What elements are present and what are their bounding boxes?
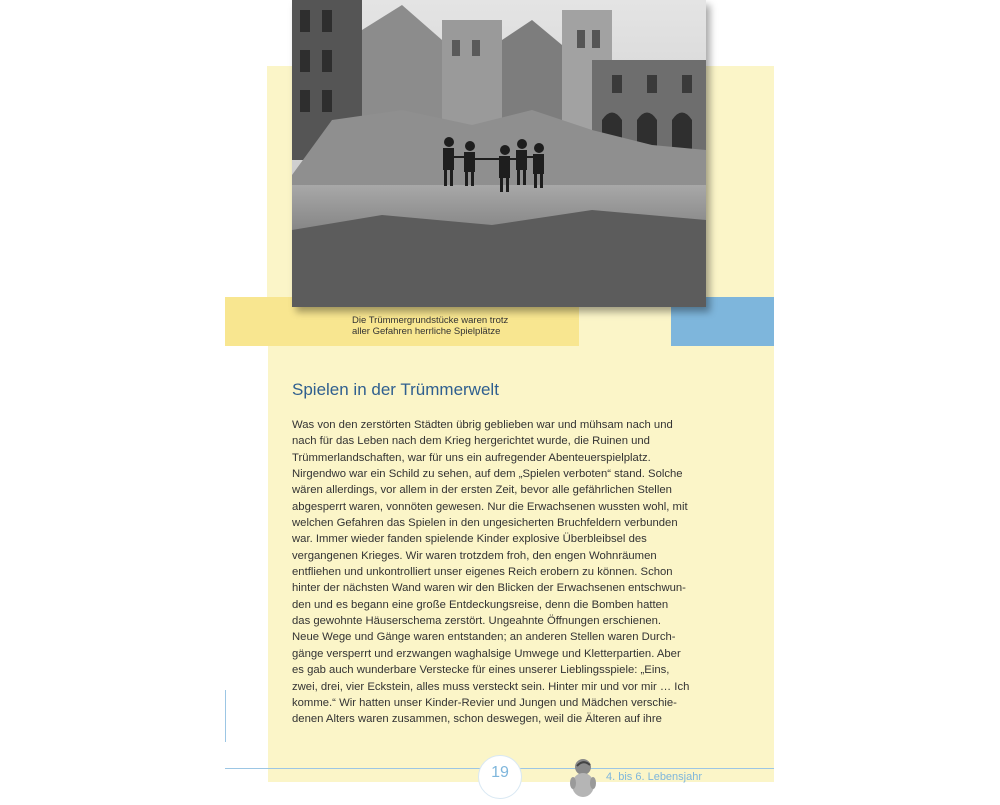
baby-icon [565, 756, 601, 800]
text-line: denen Alters waren zusammen, schon deswegen, weil die Älteren auf ihre [292, 713, 662, 726]
ruins-photo [292, 0, 706, 307]
article-body [292, 417, 732, 728]
text-line: war. Immer wieder fanden spielende Kinder explosive Überbleibsel des [292, 533, 647, 546]
text-line: Neue Wege und Gänge waren entstanden; an anderen Stellen waren Durch- [292, 631, 676, 644]
caption-line: Die Trümmergrundstücke waren trotz [352, 315, 509, 326]
text-line: wären allerdings, vor allem in der ersten Zeit, bevor alle gefährlichen Stellen [292, 484, 672, 497]
text-line: entfliehen und unkontrolliert unser eigenes Reich erobern zu können. Schon [292, 566, 673, 579]
page-number: 19 [491, 764, 509, 781]
text-line: Trümmerlandschaften, war für uns ein aufregender Abenteuerspielplatz. [292, 451, 651, 464]
footer-section-label: 4. bis 6. Lebensjahr [606, 771, 703, 783]
text-line: hinter der nächsten Wand waren wir den Blicken der Erwachsenen entschwun- [292, 582, 686, 595]
text-line: vergangenen Krieges. Wir waren trotzdem froh, den engen Wohnräumen [292, 549, 657, 562]
left-margin-strip [225, 346, 268, 782]
text-line: komme.“ Wir hatten unser Kinder-Revier und Jungen und Mädchen verschie- [292, 696, 677, 709]
section-heading: Spielen in der Trümmerwelt [292, 380, 499, 399]
text-line: Nirgendwo war ein Schild zu sehen, auf dem „Spielen verboten“ stand. Solche [292, 468, 683, 481]
text-line: abgesperrt waren, vonnöten gewesen. Nur die Erwachsenen wussten wohl, mit [292, 500, 688, 513]
caption-line: aller Gefahren herrliche Spielplätze [352, 326, 501, 337]
text-line: den und es begann eine große Entdeckungsreise, denn die Bomben hatten [292, 598, 669, 611]
margin-rule [225, 690, 226, 742]
text-line: zwei, drei, vier Eckstein, alles muss versteckt sein. Hinter mir und vor mir … Ich [292, 680, 690, 693]
text-line: gänge versperrt und erzwangen waghalsige Umwege und Kletterpartien. Aber [292, 647, 681, 660]
text-line: welchen Gefahren das Spielen in den ungesicherten Bruchfeldern verbunden [292, 517, 678, 530]
text-line: das gewohnte Häuserschema zerstört. Ungeahnte Öffnungen erschienen. [292, 615, 662, 628]
text-line: es gab auch wunderbare Verstecke für eines unserer Lieblingsspiele: „Eins, [292, 664, 670, 677]
text-line: Was von den zerstörten Städten übrig geblieben war und mühsam nach und [292, 419, 673, 431]
photo-caption [352, 315, 572, 337]
text-line: nach für das Leben nach dem Krieg hergerichtet wurde, die Ruinen und [292, 435, 650, 448]
